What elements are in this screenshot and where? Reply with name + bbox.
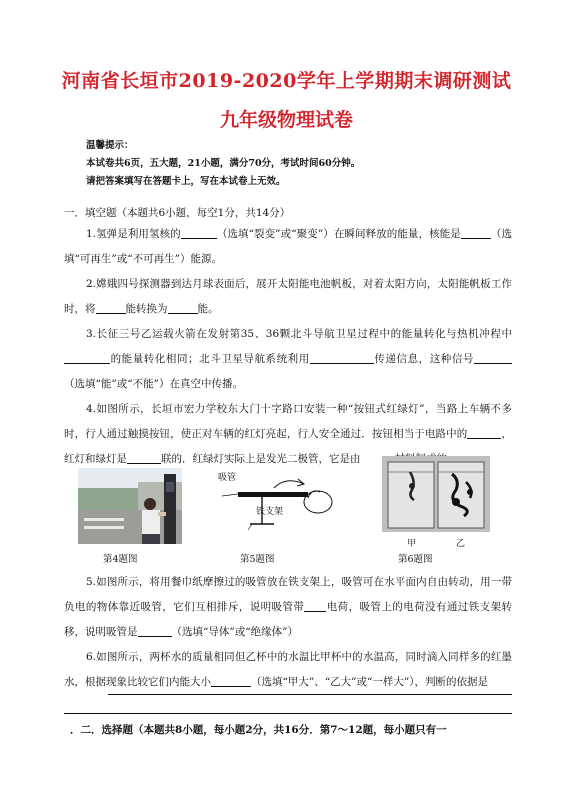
answer-blank [96,301,126,314]
answer-blank [211,674,251,687]
answer-blank [127,451,161,464]
q5-text-b: 电荷，吸管上的电荷没有通过铁支架转移，说明吸管是 [64,601,513,638]
question-6 [64,645,512,695]
q3-text-d: （选填“能”或“不能”）在真空中传播。 [64,378,243,390]
notice-block [86,137,360,191]
q4-text-c: 联的．红绿灯实际上是发光二极管，它是由 [161,453,361,465]
answer-blank [138,624,172,637]
answer-line [108,694,512,695]
notice-line-2: 请把答案填写在答题卡上，写在本试卷上无效。 [86,176,286,187]
q2-text-b: 能转换为 [125,303,168,315]
notice-line-1: 本试卷共6页，五大题，21小题，满分70分，考试时间60分钟。 [86,158,361,169]
figure-4-caption: 第4题图 [103,554,138,565]
answer-blank [304,599,326,612]
q1-text-a: 1.氢弹是利用氢核的 [86,228,181,240]
q3-text-b: 的能量转化相同；北斗卫星导航系统利用 [110,353,310,365]
answer-blank [467,426,501,439]
q4-text-a: 4.如图所示，长垣市宏力学校东大门十字路口安装一种“按钮式红绿灯”，当路上车辆不多时，行人通过触摸按钮，使正对车辆的红灯亮起，行人安全通过．按钮相当于电路中的 [64,403,512,440]
figure-6-label-a: 甲 [407,539,417,549]
q3-text-c: 传递信息，这种信号 [373,353,475,365]
notice-label: 温馨提示： [86,140,134,151]
figure-4-photo [78,468,182,544]
q2-text-a: 2.嫦娥四号探测器到达月球表面后，展开太阳能电池帆板，对着太阳方向，太阳能帆板工作时，将 [64,278,512,315]
figure-5-label-stand: 铁支架 [256,507,284,517]
figure-5-label-straw: 吸管 [218,473,237,483]
q1-text-c: （选填“可再生”或“不可再生”）能源。 [64,228,512,265]
exam-subtitle: 九年级物理试卷 [219,109,353,131]
section-2-heading: ．二．选择题（本题共8小题，每小题2分，共16分．第7～12题，每小题只有一 [70,724,447,736]
q6-text-b: （选填“甲大”、“乙大”或“一样大”），判断的依据是 [251,676,488,688]
question-2 [64,272,512,322]
q1-text-b: （选填“裂变”或“聚变”）在瞬间释放的能量，核能是 [216,228,461,240]
q4-text-b: ，红灯和绿灯是 [64,428,513,465]
answer-blank [310,351,374,364]
answer-blank [64,351,110,364]
answer-blank [474,351,512,364]
figure-6-label-b: 乙 [456,539,466,549]
question-3 [64,322,512,397]
q5-text-a: 5.如图所示，将用餐巾纸摩擦过的吸管放在铁支架上，吸管可在水平面内自由转动，用一带负电的物体靠近吸管，它们互相排斥，说明吸管带 [64,576,512,613]
q6-text-a: 6.如图所示，两杯水的质量相同但乙杯中的水温比甲杯中的水温高，同时滴入同样多的红墨水，根据现象比较它们内能大小 [64,651,512,688]
figure-6-caption: 第6题图 [398,554,433,565]
answer-blank [181,226,217,239]
q2-text-c: 能。 [197,303,219,315]
q5-text-c: （选填“导体”或“绝缘体”） [171,626,298,638]
q3-text-a: 3.长征三号乙运载火箭在发射第35、36颗北斗导航卫星过程中的能量转化与热机冲程中 [86,328,512,340]
answer-blank [168,301,198,314]
question-5 [64,570,512,645]
figure-5-caption: 第5题图 [240,554,275,565]
figure-6-photo [382,456,490,532]
answer-blank [461,226,491,239]
exam-title: 河南省长垣市2019-2020学年上学期期末调研测试 [61,70,512,92]
section-1-heading: 一．填空题（本题共6小题，每空1分，共14分） [64,207,291,219]
question-1 [64,222,512,272]
answer-line-2 [64,713,512,714]
